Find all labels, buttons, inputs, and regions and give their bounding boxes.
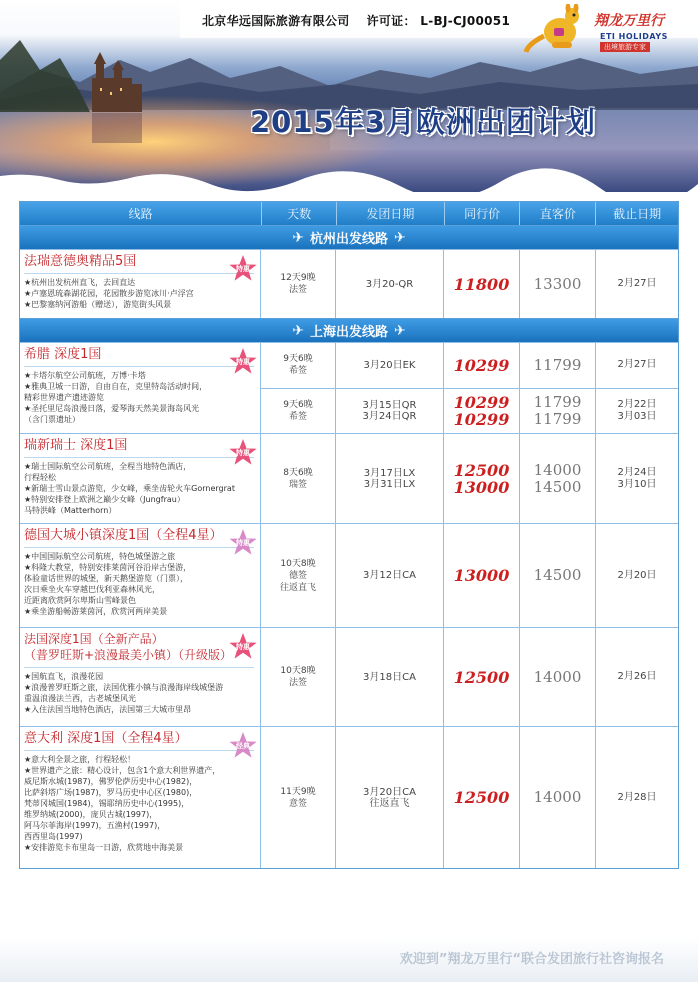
- route-feature: 精彩世界遗产遗迹游览: [24, 393, 104, 402]
- deadline: [596, 727, 678, 868]
- retail-price: [520, 524, 596, 627]
- cell-value: 希签: [288, 366, 307, 377]
- deadline: [596, 343, 678, 388]
- route-name: 希腊 深度1国: [24, 346, 254, 367]
- route-feature: ★中国国际航空公司航班，特色城堡游之旅: [24, 552, 176, 561]
- cell-value: 10299: [453, 409, 510, 429]
- logo-name-cn: 翔龙万里行: [594, 13, 664, 29]
- table-cell: [336, 389, 444, 434]
- departure-row: [261, 628, 678, 726]
- route-feature: ★卡塔尔航空公司航班，万博·卡塔: [24, 371, 146, 380]
- departure-row: [261, 524, 678, 627]
- cell-value: 意签: [288, 798, 307, 809]
- route-feature: 西西里岛(1997): [24, 832, 83, 841]
- cell-value: 11800: [453, 274, 510, 294]
- route-feature: 马特洪峰（Matterhorn）: [24, 506, 117, 515]
- table-row[interactable]: [20, 433, 678, 523]
- cell-value: 14000: [533, 667, 582, 686]
- route-feature: 重温浪漫法兰西，古老城堡风光: [24, 694, 136, 703]
- cell-value: 11799: [533, 355, 582, 374]
- deadline: [596, 250, 678, 318]
- deadline: [596, 434, 678, 523]
- kangaroo-mascot-icon: [522, 4, 592, 54]
- cell-value: 希签: [288, 411, 307, 422]
- header-banner: [0, 0, 698, 192]
- cell-value: 13000: [453, 566, 510, 585]
- cell-value: 14000: [533, 788, 582, 806]
- special-offer-badge: 特惠: [228, 254, 258, 284]
- cell-value: 2月20日: [617, 569, 657, 581]
- license-number: L-BJ-CJ00051: [420, 14, 511, 28]
- peer-price: [444, 250, 520, 318]
- route-feature: （含门票遗址）: [24, 415, 80, 424]
- route-feature: 体验童话世界的城堡，新天鹅堡游览（门票），: [24, 574, 188, 583]
- cell-value: 13000: [453, 477, 510, 497]
- cell-value: 法签: [288, 678, 307, 688]
- retail-price: [520, 727, 596, 868]
- cell-value: 9天6晚: [283, 354, 313, 365]
- license-label: 许可证：: [366, 14, 416, 28]
- header-route: 线路: [20, 202, 262, 225]
- peer-price: [444, 434, 520, 523]
- route-feature: ★浪漫普罗旺斯之旅，法国优雅小镇与浪漫海岸线城堡游: [24, 683, 224, 692]
- cell-value: 10天8晚: [280, 558, 316, 569]
- route-feature: 次日乘坐火车穿越巴伐利亚森林风光，: [24, 585, 160, 594]
- cell-value: 3月20日EK: [363, 359, 416, 371]
- page-title: 2015年3月欧洲出团计划: [250, 105, 596, 139]
- special-offer-badge: 特惠: [228, 438, 258, 468]
- company-line: [202, 12, 510, 29]
- route-info: [20, 343, 261, 433]
- cell-value: 3月15日QR: [362, 399, 417, 411]
- cell-value: 10299: [453, 355, 510, 375]
- route-feature: ★科隆大教堂，特别安排莱茵河谷沿岸古堡游，: [24, 563, 192, 572]
- header-retail-price: 直客价: [520, 202, 596, 225]
- retail-price: [520, 389, 596, 434]
- route-feature: 阿马尔菲海岸(1997)，五渔村(1997)，: [24, 821, 166, 830]
- retail-price: [520, 628, 596, 726]
- departure-row: [261, 434, 678, 523]
- table-cell: [261, 727, 336, 868]
- special-offer-badge: 特惠: [228, 528, 258, 558]
- cell-value: 12天9晚: [280, 273, 316, 283]
- retail-price: [520, 250, 596, 318]
- route-feature: ★安排游览卡布里岛一日游，欣赏地中海美景: [24, 843, 184, 852]
- cell-value: 2月28日: [617, 791, 657, 803]
- route-name: 法国深度1国（全新产品）: [24, 632, 164, 646]
- cell-value: 13300: [533, 274, 582, 293]
- cell-value: 12500: [453, 788, 510, 807]
- route-feature: 行程轻松: [24, 473, 56, 482]
- cell-value: 3月17日LX: [363, 467, 416, 479]
- deadline: [596, 524, 678, 627]
- cell-value: 法签: [288, 285, 307, 295]
- route-feature: ★世界遗产之旅：精心设计，包含1个意大利世界遗产，: [24, 766, 221, 775]
- route-feature: ★杭州出发杭州直飞，去回直达: [24, 278, 136, 287]
- retail-price: [520, 434, 596, 523]
- route-name: 法瑞意德奥精品5国: [24, 253, 254, 274]
- cell-value: 12500: [453, 667, 510, 687]
- route-feature: ★新瑞士雪山景点游览，少女峰，乘坐齿轮火车Gornergrat: [24, 484, 235, 493]
- cell-value: 10天8晚: [280, 666, 316, 676]
- table-cell: [261, 524, 336, 627]
- special-offer-badge: 特惠: [228, 632, 258, 662]
- route-feature: ★卢塞恩琉森湖花园，花园散步游览冰川·卢浮宫: [24, 289, 194, 298]
- cell-value: 2月27日: [617, 359, 657, 371]
- route-feature: 维罗纳城(2000)，庞贝古城(1997)，: [24, 810, 158, 819]
- header-days: 天数: [262, 202, 337, 225]
- cell-value: 11799: [533, 392, 582, 411]
- route-feature: 比萨斜塔广场(1987)，罗马历史中心区(1980)，: [24, 788, 198, 797]
- cell-value: 14500: [533, 566, 582, 584]
- table-cell: [336, 250, 444, 318]
- cell-value: 2月22日: [617, 398, 657, 410]
- table-cell: [261, 434, 336, 523]
- airplane-icon: ✈: [394, 322, 406, 339]
- departure-row: [261, 250, 678, 318]
- peer-price: [444, 524, 520, 627]
- table-cell: [261, 628, 336, 726]
- route-feature: 近距离欣赏阿尔卑斯山雪峰景色: [24, 596, 136, 605]
- cell-value: 11天9晚: [280, 786, 316, 797]
- cell-value: 12500: [453, 460, 510, 480]
- route-name: 意大利 深度1国（全程4星）: [24, 730, 254, 751]
- table-cell: [336, 727, 444, 868]
- cell-value: 3月10日: [617, 478, 657, 490]
- cell-value: 3月03日: [617, 410, 657, 422]
- table-cell: [261, 250, 336, 318]
- cell-value: 德签: [288, 570, 307, 581]
- company-name: 北京华远国际旅游有限公司: [202, 14, 350, 28]
- table-cell: [261, 343, 336, 388]
- cell-value: 10299: [453, 392, 510, 412]
- cell-value: 瑞签: [288, 479, 307, 490]
- route-feature: 威尼斯水城(1987)，佛罗伦萨历史中心(1982)，: [24, 777, 198, 786]
- cell-value: 3月12日CA: [363, 570, 416, 581]
- cell-value: 9天6晚: [283, 399, 313, 410]
- table-row[interactable]: [20, 726, 678, 868]
- table-row[interactable]: [20, 523, 678, 627]
- route-feature: ★圣托里尼岛浪漫日落，爱琴海天然美景海岛风光: [24, 404, 200, 413]
- route-feature: ★意大利全景之旅，行程轻松！: [24, 755, 136, 764]
- airplane-icon: ✈: [292, 322, 304, 339]
- header-departure-date: 发团日期: [337, 202, 445, 225]
- route-feature: ★雅典卫城一日游，自由自在，克里特岛活动时间，: [24, 382, 208, 391]
- peer-price: [444, 389, 520, 434]
- table-header: [20, 202, 678, 225]
- table-cell: [336, 343, 444, 388]
- eti-holidays-logo: [520, 4, 690, 54]
- classic-badge: 经典: [228, 731, 258, 761]
- header-deadline: 截止日期: [613, 207, 662, 221]
- cell-value: 14000: [533, 460, 582, 479]
- route-feature: ★巴黎塞纳河游船（赠送），游览街头风景: [24, 300, 172, 309]
- route-info: [20, 628, 261, 726]
- header-peer-price: 同行价: [445, 202, 521, 225]
- peer-price: [444, 628, 520, 726]
- route-feature: 梵蒂冈城国(1984)，锡耶纳历史中心(1995)，: [24, 799, 190, 808]
- airplane-icon: ✈: [292, 229, 304, 246]
- departure-row: [261, 343, 678, 388]
- table-row[interactable]: [20, 249, 678, 318]
- cell-value: 3月24日QR: [362, 410, 417, 422]
- route-feature: ★乘坐游船畅游莱茵河，欣赏河两岸美景: [24, 607, 168, 616]
- route-name: 德国大城小镇深度1国（全程4星）: [24, 527, 254, 548]
- route-name-secondary: （普罗旺斯+浪漫最美小镇）（升级版）: [24, 647, 254, 668]
- section-label: 杭州出发线路: [309, 232, 388, 247]
- special-offer-badge: 特惠: [228, 347, 258, 377]
- cell-value: 往返直飞: [369, 797, 410, 809]
- cell-value: 11799: [533, 409, 582, 428]
- route-info: [20, 727, 261, 868]
- route-feature: ★特别安排登上欧洲之巅少女峰（Jungfrau）: [24, 495, 185, 504]
- logo-name-en: ETI HOLIDAYS: [600, 32, 668, 41]
- route-name: 瑞新瑞士 深度1国: [24, 437, 254, 458]
- cell-value: 2月27日: [617, 278, 657, 289]
- section-label: 上海出发线路: [309, 325, 388, 340]
- table-cell: [336, 434, 444, 523]
- cell-value: 3月20-QR: [365, 278, 414, 290]
- cell-value: 3月31日LX: [363, 478, 416, 490]
- route-feature: ★入住法国当地特色酒店，法国第三大城市里昂: [24, 705, 192, 714]
- route-info: [20, 434, 261, 523]
- cell-value: 往返直飞: [279, 582, 316, 593]
- section-shanghai: [20, 318, 678, 342]
- table-cell: [336, 524, 444, 627]
- route-info: [20, 250, 261, 318]
- footer-text: 欢迎到”翔龙万里行“联合发团旅行社咨询报名: [399, 952, 664, 967]
- section-hangzhou: [20, 225, 678, 249]
- route-feature: ★瑞士国际航空公司航班，全程当地特色酒店，: [24, 462, 192, 471]
- cell-value: 2月24日: [617, 466, 657, 478]
- footer: [0, 938, 698, 982]
- route-info: [20, 524, 261, 627]
- cell-value: 14500: [533, 477, 582, 496]
- tour-schedule-table: [19, 201, 679, 869]
- table-row[interactable]: [20, 627, 678, 726]
- table-cell: [336, 628, 444, 726]
- cell-value: 8天6晚: [283, 467, 313, 478]
- table-cell: [261, 389, 336, 434]
- logo-tagline: 出境旅游专家: [600, 42, 650, 52]
- peer-price: [444, 343, 520, 388]
- airplane-icon: ✈: [394, 229, 406, 246]
- deadline: [596, 628, 678, 726]
- cell-value: 3月18日CA: [363, 671, 416, 683]
- cell-value: 2月26日: [617, 671, 657, 682]
- table-row[interactable]: [20, 342, 678, 433]
- retail-price: [520, 343, 596, 388]
- departure-row: [261, 388, 678, 434]
- peer-price: [444, 727, 520, 868]
- departure-row: [261, 727, 678, 868]
- route-feature: ★国航直飞，浪漫花园: [24, 672, 104, 681]
- cell-value: 3月20日CA: [363, 786, 416, 798]
- deadline: [596, 389, 678, 434]
